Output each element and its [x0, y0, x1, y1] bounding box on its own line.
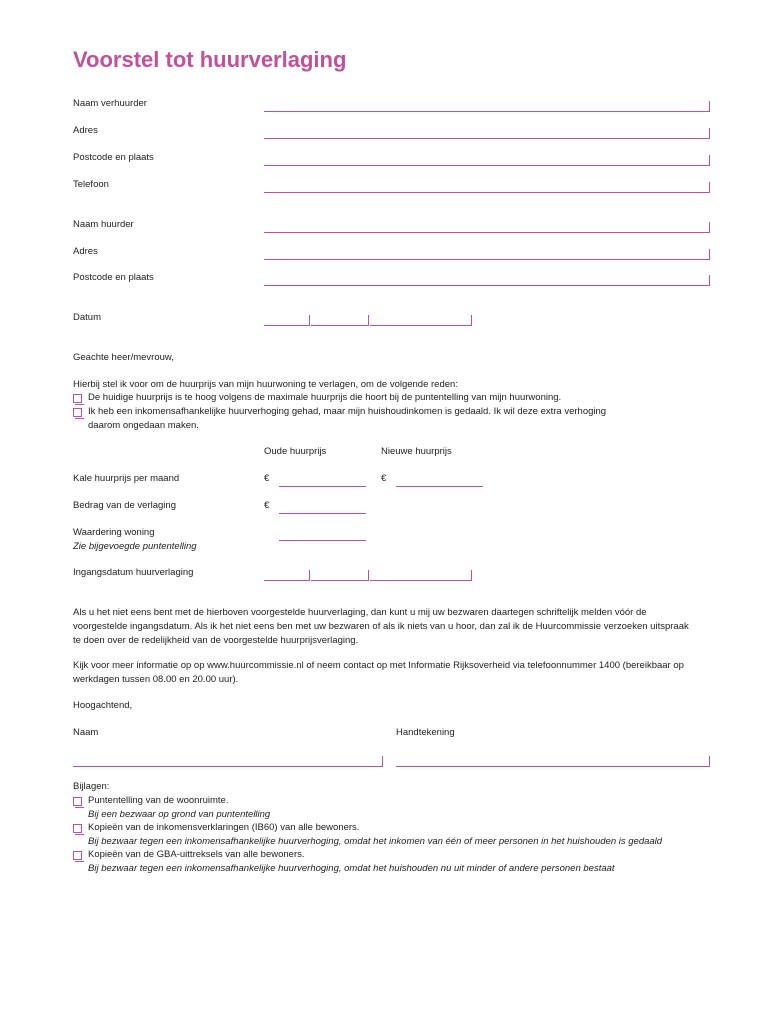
date-separator [471, 570, 472, 581]
attachment-checkbox-3[interactable] [73, 851, 82, 860]
new-rent-field[interactable] [396, 486, 483, 487]
tenant-postcode-field[interactable] [264, 285, 710, 286]
tenant-postcode-label: Postcode en plaats [73, 272, 154, 283]
euro-sign: € [264, 500, 270, 511]
tenant-name-field[interactable] [264, 232, 710, 233]
old-price-header: Oude huurprijs [264, 446, 327, 457]
reason-text-2-cont: daarom ongedaan maken. [88, 420, 199, 431]
landlord-postcode-label: Postcode en plaats [73, 152, 154, 163]
tenant-address-label: Adres [73, 246, 98, 257]
landlord-phone-label: Telefoon [73, 179, 109, 190]
attachment-text-1: Puntentelling van de woonruimte. [88, 795, 229, 806]
date-month-field[interactable] [311, 325, 368, 326]
reduction-field[interactable] [279, 513, 366, 514]
valuation-field[interactable] [279, 540, 366, 541]
valuation-label: Waardering woning [73, 527, 155, 538]
euro-sign: € [381, 473, 387, 484]
date-label: Datum [73, 312, 101, 323]
reason-checkbox-2[interactable] [73, 408, 82, 417]
attachment-note-1: Bij een bezwaar op grond van puntentelling [88, 809, 271, 820]
landlord-name-label: Naam verhuurder [73, 98, 147, 109]
reason-text-1: De huidige huurprijs is te hoog volgens de maximale huurprijs die hoort bij de puntentelling van mijn huurwoning. [88, 392, 562, 403]
attachment-note-2: Bij bezwaar tegen een inkomensafhankelijke huurverhoging, omdat het inkomen van één of meer personen in het huishouden is gedaald [88, 836, 663, 847]
valuation-note: Zie bijgevoegde puntentelling [73, 541, 197, 552]
field-end-mark [709, 155, 710, 166]
effective-year-field[interactable] [370, 580, 471, 581]
date-separator [309, 570, 310, 581]
closing: Hoogachtend, [73, 700, 133, 711]
attachment-text-2: Kopieën van de inkomensverklaringen (IB60) van alle bewoners. [88, 822, 360, 833]
info-paragraph: Kijk voor meer informatie op op www.huurcommissie.nl of neem contact op met Informatie Rijksoverheid via telefoonnummer 1400 (bereikbaar op werkdagen tussen 08.00 en 20.00 uur). [73, 660, 684, 685]
new-price-header: Nieuwe huurprijs [381, 446, 452, 457]
landlord-address-label: Adres [73, 125, 98, 136]
effective-month-field[interactable] [311, 580, 368, 581]
date-year-field[interactable] [370, 325, 471, 326]
field-end-mark [709, 128, 710, 139]
field-end-mark [709, 275, 710, 286]
field-end-mark [382, 756, 383, 767]
date-separator [471, 315, 472, 326]
old-rent-field[interactable] [279, 486, 366, 487]
effective-date-label: Ingangsdatum huurverlaging [73, 567, 194, 578]
date-separator [309, 315, 310, 326]
field-end-mark [709, 101, 710, 112]
euro-sign: € [264, 473, 270, 484]
landlord-address-field[interactable] [264, 138, 710, 139]
reason-checkbox-1[interactable] [73, 394, 82, 403]
objection-paragraph: Als u het niet eens bent met de hierboven voorgestelde huurverlaging, dan kunt u mij uw bezwaren daartegen schriftelijk melden vóór de voorgestelde ingangsdatum. Als ik het niet eens ben met uw bezwaren of als ik niets van u hoor, dan zal ik de Huurcommissie verzoeken uitspraak te doen over de redelijkheid van de voorgestelde huurprijsverlaging. [73, 607, 689, 646]
field-end-mark [709, 182, 710, 193]
landlord-postcode-field[interactable] [264, 165, 710, 166]
field-end-mark [709, 222, 710, 233]
attachment-checkbox-1[interactable] [73, 797, 82, 806]
field-end-mark [709, 249, 710, 260]
tenant-name-label: Naam huurder [73, 219, 134, 230]
effective-day-field[interactable] [264, 580, 309, 581]
attachment-checkbox-2[interactable] [73, 824, 82, 833]
attachment-note-3: Bij bezwaar tegen een inkomensafhankelijke huurverhoging, omdat het huishouden nu uit minder of andere personen bestaat [88, 863, 615, 874]
signature-label: Handtekening [396, 727, 455, 738]
reason-text-2: Ik heb een inkomensafhankelijke huurverhoging gehad, maar mijn huishoudinkomen is gedaald. Ik wil deze extra verhoging [88, 406, 607, 417]
salutation: Geachte heer/mevrouw, [73, 352, 174, 363]
signer-name-field[interactable] [73, 766, 382, 767]
rent-label: Kale huurprijs per maand [73, 473, 180, 484]
attachment-text-3: Kopieën van de GBA-uittreksels van alle bewoners. [88, 849, 305, 860]
landlord-phone-field[interactable] [264, 192, 710, 193]
signature-field[interactable] [396, 766, 710, 767]
landlord-name-field[interactable] [264, 111, 710, 112]
attachments-label: Bijlagen: [73, 781, 110, 792]
page-title: Voorstel tot huurverlaging [73, 47, 347, 72]
date-day-field[interactable] [264, 325, 309, 326]
date-separator [368, 315, 369, 326]
field-end-mark [709, 756, 710, 767]
reason-intro: Hierbij stel ik voor om de huurprijs van mijn huurwoning te verlagen, om de volgende reden: [73, 379, 458, 390]
tenant-address-field[interactable] [264, 259, 710, 260]
reduction-label: Bedrag van de verlaging [73, 500, 176, 511]
date-separator [368, 570, 369, 581]
signer-name-label: Naam [73, 727, 99, 738]
